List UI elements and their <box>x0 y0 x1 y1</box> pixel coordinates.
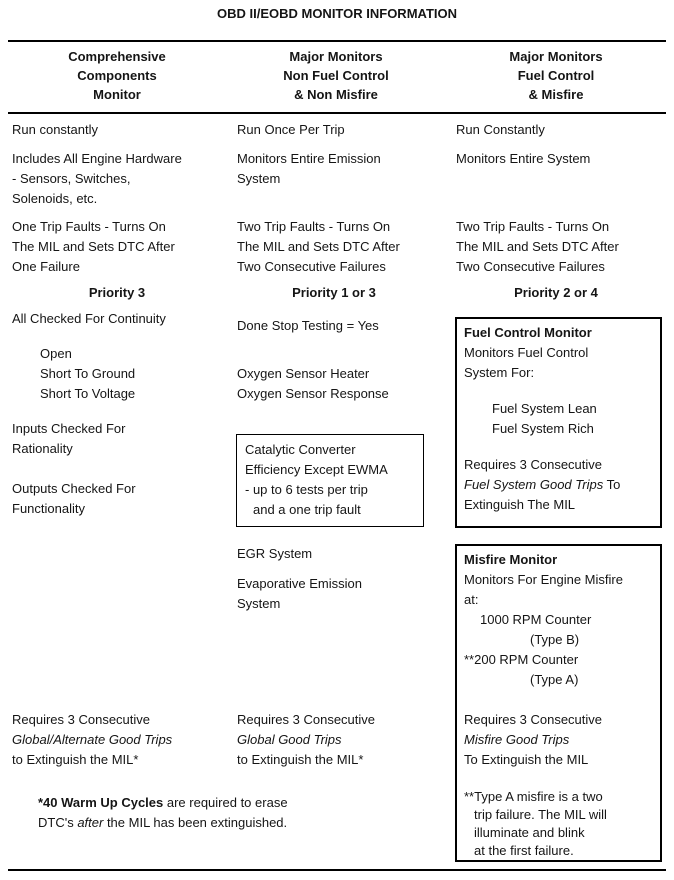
misfire-box-note <box>464 788 653 860</box>
text-line: - Sensors, Switches, <box>12 171 131 186</box>
fuel-box-requires <box>464 455 653 515</box>
c1-trip-faults <box>12 217 175 277</box>
footnote <box>38 793 288 833</box>
text-line: Inputs Checked For <box>12 421 126 436</box>
text-line: trip failure. The MIL will <box>474 807 607 822</box>
header-line: Major Monitors <box>509 49 603 64</box>
text-line: System For: <box>464 365 535 380</box>
c1-inputs-rationality <box>12 419 125 459</box>
text-line: Functionality <box>12 501 85 516</box>
rule-top <box>8 40 666 42</box>
c3-run-constantly: Run Constantly <box>456 122 545 137</box>
text-line: Extinguish The MIL <box>464 497 576 512</box>
header-line: & Misfire <box>528 87 584 102</box>
text-line-italic: Global Good Trips <box>237 732 342 747</box>
text-line <box>464 475 653 495</box>
text-line: The MIL and Sets DTC After <box>237 239 400 254</box>
text-line: at the first failure. <box>474 843 574 858</box>
header-line: & Non Misfire <box>294 87 378 102</box>
text-line: Short To Ground <box>40 366 136 381</box>
text-line: at: <box>464 592 479 607</box>
c1-outputs-functionality <box>12 479 136 519</box>
c1-run-constantly: Run constantly <box>12 122 98 137</box>
fuel-box-title: Fuel Control Monitor <box>464 325 592 340</box>
text-line: Catalytic Converter <box>245 442 356 457</box>
c2-trip-faults <box>237 217 400 277</box>
text-line: Two Trip Faults - Turns On <box>456 219 610 234</box>
text-line-italic: Misfire Good Trips <box>464 732 570 747</box>
misfire-box-title: Misfire Monitor <box>464 552 558 567</box>
text-line: One Trip Faults - Turns On <box>12 219 166 234</box>
text-line: Open <box>40 346 72 361</box>
text-line: System <box>237 596 281 611</box>
page-title: OBD II/EOBD MONITOR INFORMATION <box>216 6 457 21</box>
c2-egr-system: EGR System <box>237 546 313 561</box>
text-line: Two Trip Faults - Turns On <box>237 219 391 234</box>
text-line: Requires 3 Consecutive <box>464 457 603 472</box>
header-line: Non Fuel Control <box>283 68 389 83</box>
misfire-monitor-box <box>455 544 662 862</box>
text-line: Includes All Engine Hardware <box>12 151 182 166</box>
text-line: 1000 RPM Counter <box>480 612 592 627</box>
footnote-bold: *40 Warm Up Cycles <box>38 795 164 810</box>
header-line: Fuel Control <box>517 68 595 83</box>
c1-continuity: All Checked For Continuity <box>12 311 166 326</box>
text-line: illuminate and blink <box>474 825 585 840</box>
column-header-non-fuel <box>238 47 434 104</box>
text-line: Monitors Fuel Control <box>464 345 589 360</box>
text-line: Oxygen Sensor Heater <box>237 366 370 381</box>
text-line: Solenoids, etc. <box>12 191 98 206</box>
c1-includes-hardware <box>12 149 182 209</box>
header-line: Components <box>77 68 157 83</box>
text-tail: To <box>603 477 621 492</box>
c3-priority-label: Priority 2 or 4 <box>514 285 598 300</box>
footnote-italic: after <box>77 815 104 830</box>
footnote-line <box>38 793 288 813</box>
text-line: Monitors Entire Emission <box>237 151 381 166</box>
c2-monitors-emission <box>237 149 381 189</box>
c2-evaporative-emission <box>237 574 362 614</box>
c1-priority-label: Priority 3 <box>88 285 146 300</box>
text-line: Requires 3 Consecutive <box>237 712 376 727</box>
text-line: Outputs Checked For <box>12 481 136 496</box>
text-line: (Type A) <box>530 672 579 687</box>
c2-priority-label: Priority 1 or 3 <box>292 285 376 300</box>
header-line: Comprehensive <box>68 49 166 64</box>
c2-done-stop-testing: Done Stop Testing = Yes <box>237 318 379 333</box>
text-line: Two Consecutive Failures <box>237 259 386 274</box>
text-line: The MIL and Sets DTC After <box>12 239 175 254</box>
text-line: System <box>237 171 281 186</box>
text-line: - up to 6 tests per trip <box>245 482 368 497</box>
text-line-italic: Global/Alternate Good Trips <box>12 732 173 747</box>
text-line: Evaporative Emission <box>237 576 362 591</box>
c2-run-once: Run Once Per Trip <box>237 122 345 137</box>
text-line: The MIL and Sets DTC After <box>456 239 619 254</box>
text-line: Requires 3 Consecutive <box>464 712 603 727</box>
text-line: to Extinguish the MIL* <box>237 752 364 767</box>
text-line: To Extinguish the MIL <box>464 752 589 767</box>
footnote-line <box>38 813 288 833</box>
c3-trip-faults <box>456 217 619 277</box>
text-line: Rationality <box>12 441 73 456</box>
c3-monitors-entire-system: Monitors Entire System <box>456 151 591 166</box>
footnote-text: are required to erase <box>163 795 288 810</box>
header-line: Monitor <box>93 87 141 102</box>
rule-bottom <box>8 869 666 871</box>
text-line: and a one trip fault <box>253 502 361 517</box>
header-line: Major Monitors <box>289 49 383 64</box>
footnote-text: DTC's <box>38 815 78 830</box>
text-line: **200 RPM Counter <box>464 652 579 667</box>
text-line: Monitors For Engine Misfire <box>464 572 623 587</box>
text-line: Short To Voltage <box>40 386 136 401</box>
c2-requires-good-trips <box>237 710 375 770</box>
c2-oxygen-sensor <box>237 364 389 404</box>
text-line: **Type A misfire is a two <box>464 789 603 804</box>
text-line: Efficiency Except EWMA <box>245 462 388 477</box>
text-line: Oxygen Sensor Response <box>237 386 389 401</box>
c1-continuity-checks <box>40 344 135 404</box>
text-line: Two Consecutive Failures <box>456 259 605 274</box>
column-header-fuel-misfire <box>450 47 662 104</box>
fuel-box-items <box>492 399 653 439</box>
catalytic-converter-box <box>236 434 424 527</box>
misfire-box-requires <box>464 710 653 770</box>
text-line: Fuel System Rich <box>492 421 594 436</box>
column-header-comprehensive <box>8 47 226 104</box>
text-line: One Failure <box>12 259 80 274</box>
text-line: (Type B) <box>530 632 580 647</box>
text-line: Requires 3 Consecutive <box>12 712 151 727</box>
text-line: to Extinguish the MIL* <box>12 752 139 767</box>
text-line: Fuel System Lean <box>492 401 597 416</box>
footnote-text: the MIL has been extinguished. <box>103 815 288 830</box>
c1-requires-good-trips <box>12 710 172 770</box>
rule-under-headers <box>8 112 666 114</box>
italic-phrase: Fuel System Good Trips <box>464 477 604 492</box>
fuel-control-monitor-box <box>455 317 662 528</box>
